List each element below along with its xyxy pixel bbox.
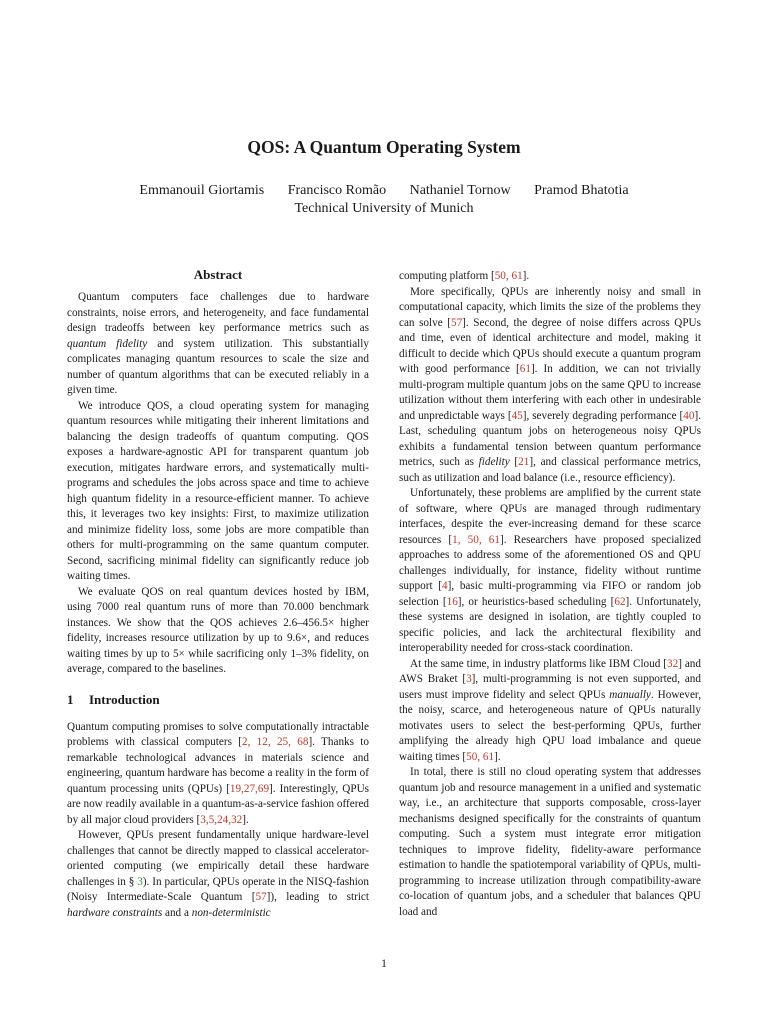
author: Emmanouil Giortamis	[139, 183, 265, 198]
citation-link[interactable]: 61	[519, 363, 531, 375]
author: Pramod Bhatotia	[534, 183, 629, 198]
citation-link[interactable]: 32	[667, 657, 679, 670]
citation-link[interactable]: 62	[614, 595, 626, 608]
intro-paragraph: computing platform [50, 61].	[399, 270, 530, 282]
intro-paragraph: However, QPUs present fundamentally unique hardware-level challenges that cannot be directly mapped to classical accelerator-oriented computing (we empirically detail these hardware challenges in § 3). In particular, QPUs operate in the NISQ-fashion (Noisy Intermediate-Scale Quantum [57]), leading to strict hardware constraints and a non-deterministic	[67, 829, 370, 919]
abstract-paragraph: Quantum computers face challenges due to hardware constraints, noise errors, and heterogeneity, and face fundamental design tradeoffs between key performance metrics such as quantum fidelity and system utilization. This substantially complicates managing quantum resources to scale the size and number of quantum algorithms that can be executed reliably in a given time.	[67, 291, 369, 396]
intro-paragraph: Quantum computing promises to solve computationally intractable problems with classical computers [2, 12, 25, 68]. Thanks to remarkable technological advances in materials science and engineering, quantum hardware has become a reality in the form of quantum processing units (QPUs) [19,27,69]. Interestingly, QPUs are now readily available in a quantum-as-a-service fashion offered by all major cloud providers [3,5,24,32].	[67, 720, 370, 826]
abstract-paragraph: We introduce QOS, a cloud operating system for managing quantum resources while mitigating their inherent limitations and balancing the design tradeoffs of quantum computing. QOS exposes a hardware-agnostic API for transparent quantum job execution, mitigates hardware errors, and systematically multi-programs and schedules the jobs across space and time to achieve high quantum fidelity in a resource-efficient manner. To achieve this, it leverages two key insights: First, to maximize utilization and minimize fidelity loss, some jobs are more compatible than others for multi-programming on the same quantum computer. Second, sacrificing minimal fidelity can significantly reduce job waiting times.	[67, 399, 369, 582]
affiliation: Technical University of Munich	[294, 201, 474, 216]
citation-link[interactable]: 3	[466, 673, 472, 685]
section-link[interactable]: 3	[137, 875, 143, 888]
citation-link[interactable]: 57	[255, 891, 267, 903]
abstract-heading: Abstract	[193, 267, 243, 282]
left-column	[67, 266, 369, 921]
citation-link[interactable]: 1, 50, 61	[452, 533, 500, 546]
page-number: 1	[381, 958, 387, 970]
intro-paragraph: In total, there is still no cloud operating system that addresses quantum job and resource management in a unified and systematic way, i.e., an architecture that supports composable, cross-layer mechanisms designed specifically for the constraints of quantum computing. Such a system must integrate error mitigation techniques to improve fidelity, fidelity-aware performance estimation to handle the spatiotemporal variability of QPUs, multi-programming to increase utilization through compatibility-aware co-location of quantum jobs, and a scheduler that balances QPU load and	[399, 766, 701, 918]
citation-link[interactable]: 57	[450, 316, 463, 329]
citation-link[interactable]: 16	[446, 595, 458, 608]
citation-link[interactable]: 45	[511, 409, 523, 422]
citation-link[interactable]: 2, 12, 25, 68	[241, 736, 309, 748]
citation-link[interactable]: 50, 61	[494, 270, 523, 282]
intro-paragraph: More specifically, QPUs are inherently noisy and small in computational capacity, which limits the size of the problems they can solve [57]. Second, the degree of noise differs across QPUs and time, even of identical architecture and model, making it difficult to decide which QPUs should execute a quantum program with good performance [61]. In addition, we can not trivially multi-program multiple quantum jobs on the same QPU to increase utilization without them interfering with each other in undesirable and unpredictable ways [45], severely degrading performance [40]. Last, scheduling quantum jobs on heterogeneous noisy QPUs exhibits a fundamental tension between quantum performance metrics, such as fidelity [21], and classical performance metrics, such as utilization and load balance (i.e., resource efficiency).	[399, 285, 701, 484]
citation-link[interactable]: 40	[683, 409, 695, 422]
author: Francisco Romão	[287, 183, 387, 198]
citation-link[interactable]: 3,5,24,32	[200, 813, 243, 826]
paper-title: QOS: A Quantum Operating System	[247, 137, 521, 157]
intro-paragraph: Unfortunately, these problems are amplified by the current state of software, where QPUs are managed through rudimentary interfaces, despite the ever-increasing demand for these scarce resources [1, 50, 61]. Researchers have proposed specialized approaches to address some of the aforementioned OS and QPU challenges individually, for instance, fidelity without runtime support [4], basic multi-programming via FIFO or random job selection [16], or heuristics-based scheduling [62]. Unfortunately, these systems are designed in isolation, are tightly coupled to specific policies, and lack the architectural flexibility and interoperability needed for cross-stack coordination.	[399, 487, 702, 654]
author-list	[0, 183, 768, 199]
section-heading: 1 Introduction	[67, 691, 160, 707]
abstract-paragraph: We evaluate QOS on real quantum devices hosted by IBM, using 7000 real quantum runs of more than 70.000 benchmark instances. We show that the QOS achieves 2.6–456.5× higher fidelity, increases resource utilization by up to 9.6×, and reduces waiting times by up to 5× while sacrificing only 1–3% fidelity, on average, compared to the baselines.	[67, 585, 369, 675]
citation-link[interactable]: 50, 61	[466, 750, 495, 763]
intro-paragraph: At the same time, in industry platforms like IBM Cloud [32] and AWS Braket [3], multi-programming is not even supported, and users must improve fidelity and select QPUs manually. However, the noisy, scarce, and heterogeneous nature of QPUs naturally motivates users to select the best-performing QPUs, further amplifying the already high QPU load imbalance and queue waiting times [50, 61].	[399, 657, 701, 763]
right-column	[399, 269, 701, 920]
citation-link[interactable]: 21	[518, 456, 530, 468]
citation-link[interactable]: 19,27,69	[229, 782, 270, 795]
author: Nathaniel Tornow	[409, 183, 511, 198]
citation-link[interactable]: 4	[442, 580, 448, 592]
